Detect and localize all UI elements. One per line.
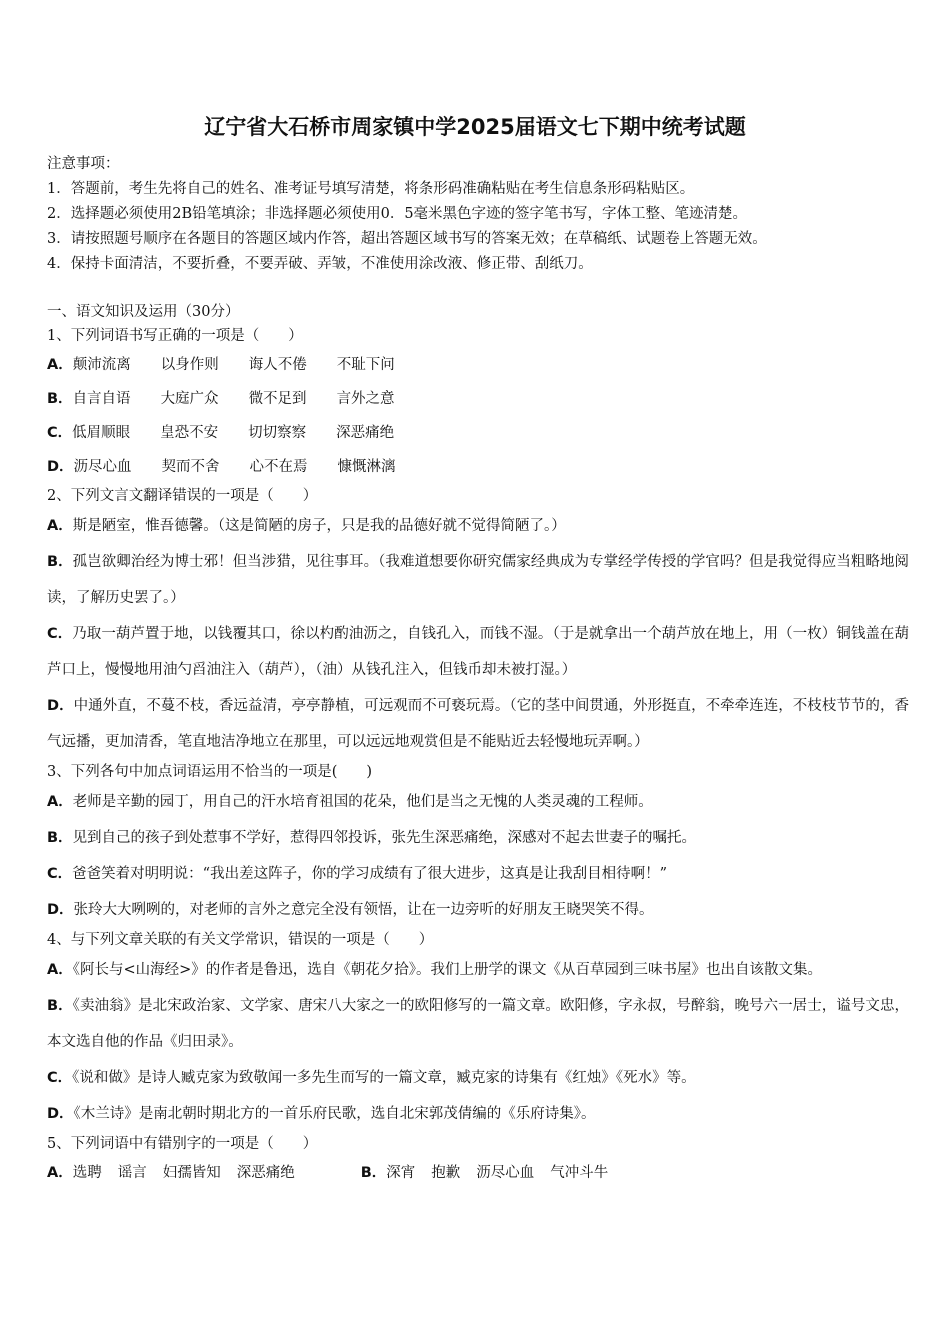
option-letter: A．	[47, 1165, 73, 1181]
option-letter: A．	[47, 794, 73, 810]
option-letter: C．	[47, 626, 73, 642]
option-word: 皇恐不安	[160, 425, 219, 441]
option-letter: A．	[47, 962, 73, 978]
note-item: 2．选择题必须使用2B铅笔填涂；非选择题必须使用0．5毫米黑色字迹的签字笔书写，字体工整、笔迹清楚。	[47, 206, 748, 222]
note-item: 3．请按照题号顺序在各题目的答题区域内作答，超出答题区域书写的答案无效；在草稿纸、试题卷上答题无效。	[47, 231, 767, 247]
q3-option-a	[47, 784, 909, 820]
option-word: 深恶痛绝	[236, 1165, 295, 1181]
option-word: 心不在焉	[249, 459, 308, 475]
option-word: 契而不舍	[161, 459, 220, 475]
option-word: 言外之意	[336, 391, 395, 407]
q1-option-c	[47, 416, 909, 450]
option-letter: C．	[47, 425, 73, 441]
question-1-stem: 1、下列词语书写正确的一项是（ ）	[47, 328, 303, 344]
option-word: 深恶痛绝	[336, 425, 395, 441]
option-text: 乃取一葫芦置于地，以钱覆其口，徐以杓酌油沥之，自钱孔入，而钱不湿。（于是就拿出一个葫芦放在地上，用（一枚）铜钱盖在葫芦口上，慢慢地用油勺舀油注入（葫芦），（油）从钱孔注入，但钱币却未被打湿。）	[47, 626, 909, 678]
q2-option-d	[47, 688, 909, 760]
option-text: 张玲大大咧咧的，对老师的言外之意完全没有领悟，让在一边旁听的好朋友王晓哭笑不得。	[73, 902, 654, 918]
option-letter: B．	[47, 830, 73, 846]
option-letter: D．	[47, 698, 74, 714]
option-text: 中通外直，不蔓不枝，香远益清，亭亭静植，可远观而不可亵玩焉。（它的茎中间贯通，外形挺直，不牵牵连连，不枝枝节节的，香气远播，更加清香，笔直地洁净地立在那里，可以远远地观赏但是不能贴近去轻慢地玩弄啊。）	[47, 698, 909, 750]
option-word: 妇孺皆知	[162, 1165, 221, 1181]
notes-section	[47, 152, 909, 277]
q3-option-d	[47, 892, 909, 928]
option-word: 颠沛流离	[72, 357, 131, 373]
option-text: 《说和做》是诗人臧克家为致敬闻一多先生而写的一篇文章，臧克家的诗集有《红烛》《死水》等。	[72, 1070, 696, 1086]
note-item: 1．答题前，考生先将自己的姓名、准考证号填写清楚，将条形码准确粘贴在考生信息条形码粘贴区。	[47, 181, 695, 197]
question-4-stem: 4、与下列文章关联的有关文学常识，错误的一项是（ ）	[47, 932, 434, 948]
q2-option-a	[47, 508, 909, 544]
q4-option-b	[47, 988, 909, 1060]
option-letter: C．	[47, 1070, 73, 1086]
q1-option-a	[47, 348, 909, 382]
question-2-stem: 2、下列文言文翻译错误的一项是（ ）	[47, 488, 318, 504]
option-letter: C．	[47, 866, 73, 882]
option-letter: D．	[47, 902, 74, 918]
q2-option-b	[47, 544, 909, 616]
option-letter: D．	[47, 1106, 74, 1122]
q4-option-d	[47, 1096, 909, 1132]
section-heading: 一、语文知识及运用（30分）	[47, 304, 240, 320]
option-word: 沥尽心血	[73, 459, 132, 475]
option-word: 低眉顺眼	[72, 425, 131, 441]
q1-option-d	[47, 450, 909, 484]
option-text: 斯是陋室，惟吾德馨。（这是简陋的房子，只是我的品德好就不觉得简陋了。）	[72, 518, 566, 534]
questions-section	[47, 300, 909, 1190]
q4-option-a	[47, 952, 909, 988]
option-word: 以身作则	[160, 357, 219, 373]
q5-options-row	[47, 1156, 909, 1190]
option-letter: D．	[47, 459, 74, 475]
q1-option-b	[47, 382, 909, 416]
option-text: 《卖油翁》是北宋政治家、文学家、唐宋八大家之一的欧阳修写的一篇文章。欧阳修，字永叔，号醉翁，晚号六一居士，谥号文忠，本文选自他的作品《归田录》。	[47, 998, 909, 1050]
notes-heading: 注意事项：	[47, 156, 120, 172]
option-word: 深宵	[386, 1165, 416, 1181]
option-text: 爸爸笑着对明明说：“我出差这阵子，你的学习成绩有了很大进步，这真是让我刮目相待啊！”	[72, 866, 667, 882]
page-title: 辽宁省大石桥市周家镇中学2025届语文七下期中统考试题	[204, 115, 746, 139]
q3-option-c	[47, 856, 909, 892]
option-letter: B．	[47, 391, 73, 407]
option-word: 气冲斗牛	[550, 1165, 609, 1181]
option-word: 大庭广众	[160, 391, 219, 407]
question-5-stem: 5、下列词语中有错别字的一项是（ ）	[47, 1136, 318, 1152]
q4-option-c	[47, 1060, 909, 1096]
option-text: 《阿长与<山海经>》的作者是鲁迅，选自《朝花夕拾》。我们上册学的课文《从百草园到三味书屋》也出自该散文集。	[72, 962, 823, 978]
option-letter: A．	[47, 357, 73, 373]
option-word: 慷慨淋漓	[337, 459, 396, 475]
option-word: 抱歉	[431, 1165, 461, 1181]
option-letter: A．	[47, 518, 73, 534]
option-text: 见到自己的孩子到处惹事不学好，惹得四邻投诉，张先生深恶痛绝，深感对不起去世妻子的嘱托。	[72, 830, 697, 846]
option-word: 微不足到	[248, 391, 307, 407]
note-item: 4．保持卡面清洁，不要折叠，不要弄破、弄皱，不准使用涂改液、修正带、刮纸刀。	[47, 256, 593, 272]
option-text: 《木兰诗》是南北朝时期北方的一首乐府民歌，选自北宋郭茂倩编的《乐府诗集》。	[73, 1106, 596, 1122]
option-letter: B．	[47, 554, 73, 570]
q3-option-b	[47, 820, 909, 856]
option-text: 老师是辛勤的园丁，用自己的汗水培育祖国的花朵，他们是当之无愧的人类灵魂的工程师。	[72, 794, 653, 810]
option-word: 沥尽心血	[476, 1165, 535, 1181]
option-word: 选聘	[72, 1165, 102, 1181]
option-word: 自言自语	[72, 391, 131, 407]
option-word: 不耻下问	[336, 357, 395, 373]
q2-option-c	[47, 616, 909, 688]
option-word: 切切察察	[248, 425, 307, 441]
option-word: 诲人不倦	[248, 357, 307, 373]
option-letter: B．	[47, 998, 73, 1014]
option-text: 孤岂欲卿治经为博士邪！但当涉猎，见往事耳。（我难道想要你研究儒家经典成为专掌经学传授的学官吗？但是我觉得应当粗略地阅读，了解历史罢了。）	[47, 554, 909, 606]
option-word: 谣言	[117, 1165, 147, 1181]
question-3-stem: 3、下列各句中加点词语运用不恰当的一项是( )	[47, 764, 373, 780]
option-letter: B．	[360, 1165, 387, 1181]
